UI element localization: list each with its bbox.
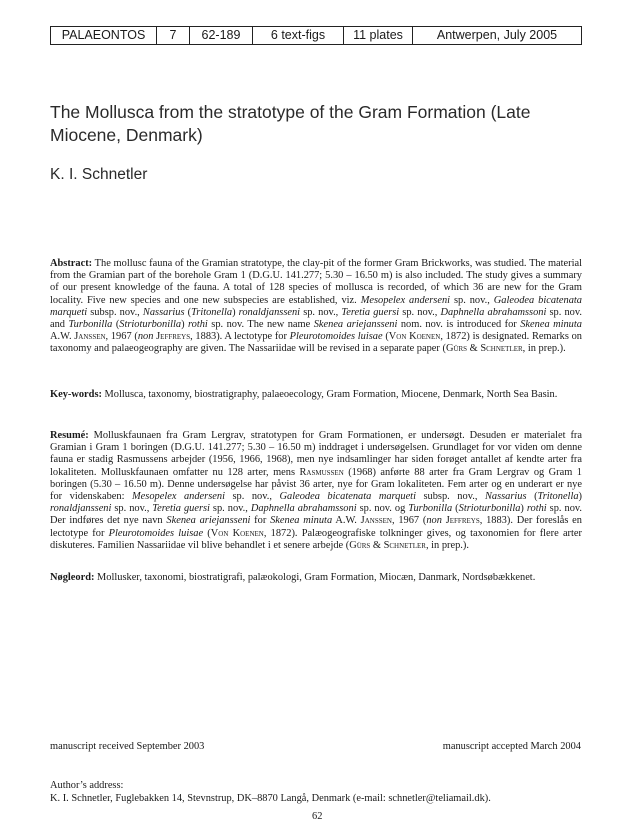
- journal-pages: 62-189: [190, 27, 253, 45]
- page-number: 62: [312, 811, 323, 822]
- noegleord: Nøgleord: Mollusker, taxonomi, biostratigrafi, palæokologi, Gram Formation, Miocæn, Danmark, Nordsøbækkenet.: [50, 572, 536, 583]
- paper-author: K. I. Schnetler: [50, 166, 148, 183]
- journal-header-table: [50, 26, 582, 45]
- noegleord-label: Nøgleord:: [50, 572, 95, 583]
- keywords: Key-words: Mollusca, taxonomy, biostratigraphy, palaeoecology, Gram Formation, Miocene, Denmark, North Sea Basin.: [50, 389, 558, 400]
- keywords-label: Key-words:: [50, 389, 102, 400]
- manuscript-accepted: manuscript accepted March 2004: [442, 741, 581, 752]
- abstract: Abstract: The mollusc fauna of the Gramian stratotype, the clay-pit of the former Gram Brickworks, was studied. The material from the Gramian part of the borehole Gram 1 (D.G.U. 141.277; 5.30 – 16.50 m) is also included. The study gives a summary of our present knowledge of the fauna. A total of 128 species of mollusca is recorded, of which 36 are new for the Gram locality. Five new species and one new subspecies are established, viz. Mesopelex anderseni sp. nov., Galeodea bicatenata marqueti subsp. nov., Nassarius (Tritonella) ronaldjansseni sp. nov., Teretia guersi sp. nov., Daphnella abrahamssoni sp. nov. and Turbonilla (Strioturbonilla) rothi sp. nov. The new name Skenea ariejansseni nom. nov. is introduced for Skenea minuta A.W. Janssen, 1967 (non Jeffreys, 1883). A lectotype for Pleurotomoides luisae (Von Koenen, 1872) is designated. Remarks on taxonomy and palaeogeography are given. The Nassariidae will be revised in a separate paper (Gürs & Schnetler, in prep.).: [50, 258, 582, 355]
- plates-count: 11 plates: [344, 27, 413, 45]
- journal-name: PALAEONTOS: [51, 27, 157, 45]
- manuscript-received: manuscript received September 2003: [50, 741, 205, 752]
- journal-volume: 7: [157, 27, 190, 45]
- author-address: K. I. Schnetler, Fuglebakken 14, Stevnstrup, DK–8870 Langå, Denmark (e-mail: schnetler@teliamail.dk).: [50, 793, 491, 804]
- address-label: Author’s address:: [50, 780, 124, 791]
- text-figs-count: 6 text-figs: [253, 27, 344, 45]
- publication-place-date: Antwerpen, July 2005: [413, 27, 582, 45]
- resume-label: Resumé:: [50, 430, 89, 441]
- abstract-label: Abstract:: [50, 258, 93, 269]
- paper-title: The Mollusca from the stratotype of the Gram Formation (Late Miocene, Denmark): [50, 102, 531, 145]
- resume: Resumé: Molluskfaunaen fra Gram Lergrav, stratotypen for Gram Formationen, er undersøgt. Desuden er materialet fra Gramian i Gram 1 boringen (D.G.U. 141.277; 5.30 – 16.50 m) inddraget i undersøgelsen. Grundlaget for vor viden om denne fauna er stadig Rasmussens arbejder (1956, 1966, 1968), men nye indsamlinger har siden forøget antallet af kendte arter fra lokaliteten. Molluskfaunaen omfatter nu 128 arter, mens Rasmussen (1968) anførte 88 arter fra Gram Lergrav og Gram 1 boringen (5.30 – 16.50 m). Denne undersøgelse har påvist 36 arter, nye for Gram lokaliteten. Fem arter og en underart er nye for videnskaben: Mesopelex anderseni sp. nov., Galeodea bicatenata marqueti subsp. nov., Nassarius (Tritonella) ronaldjansseni sp. nov., Teretia guersi sp. nov., Daphnella abrahamssoni sp. nov. og Turbonilla (Strioturbonilla) rothi sp. nov. Der indføres det nye navn Skenea ariejansseni for Skenea minuta A.W. Janssen, 1967 (non Jeffreys, 1883). Der foreslås en lectotype for Pleurotomoides luisae (Von Koenen, 1872). Palæogeografiske tolkninger gives, og taxonomien for flere arter diskuteres. Familien Nassariidae vil blive behandlet i et senere arbejde (Gürs & Schnetler, in prep.).: [50, 430, 583, 551]
